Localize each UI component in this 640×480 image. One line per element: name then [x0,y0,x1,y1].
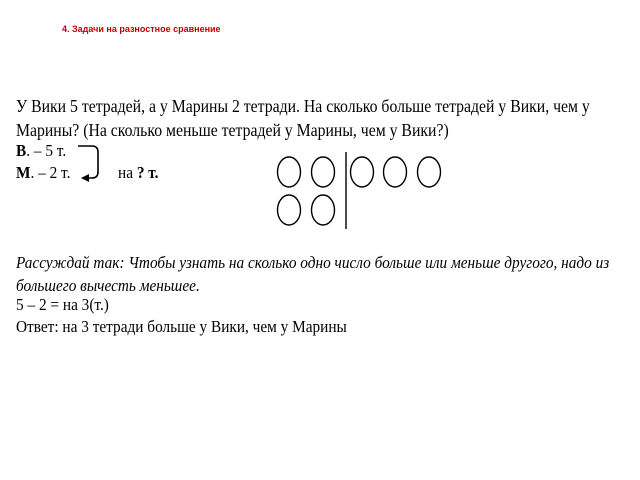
problem-line-2: Марины? (На сколько меньше тетрадей у Марины, чем у Вики?) [16,120,449,140]
hint-line-2: большего вычесть меньшее. [16,276,200,295]
vika-value: . – 5 т. [26,141,67,160]
circle [384,157,407,187]
marina-label: М [16,163,31,182]
marina-value: . – 2 т. [30,163,71,182]
problem-line-1: У Вики 5 тетрадей, а у Марины 2 тетради. На сколько больше тетрадей у Вики, чем у [16,96,590,116]
question-prefix: на [118,163,137,182]
circle [312,157,335,187]
circle [278,157,301,187]
hint-line-1: Рассуждай так: Чтобы узнать на сколько одно число больше или меньше другого, надо из [16,253,610,272]
circle [418,157,441,187]
bottom-row-circles [278,195,335,225]
top-row-circles [278,157,441,187]
section-heading: 4. Задачи на разностное сравнение [62,24,221,34]
question-mark: ? т. [136,163,159,182]
circle [312,195,335,225]
calculation: 5 – 2 = на 3(т.) [16,295,109,314]
circle [351,157,374,187]
reasoning-hint [16,251,609,297]
answer: Ответ: на 3 тетради больше у Вики, чем у Марины [16,317,347,336]
circle [278,195,301,225]
vika-label: В [16,141,27,160]
